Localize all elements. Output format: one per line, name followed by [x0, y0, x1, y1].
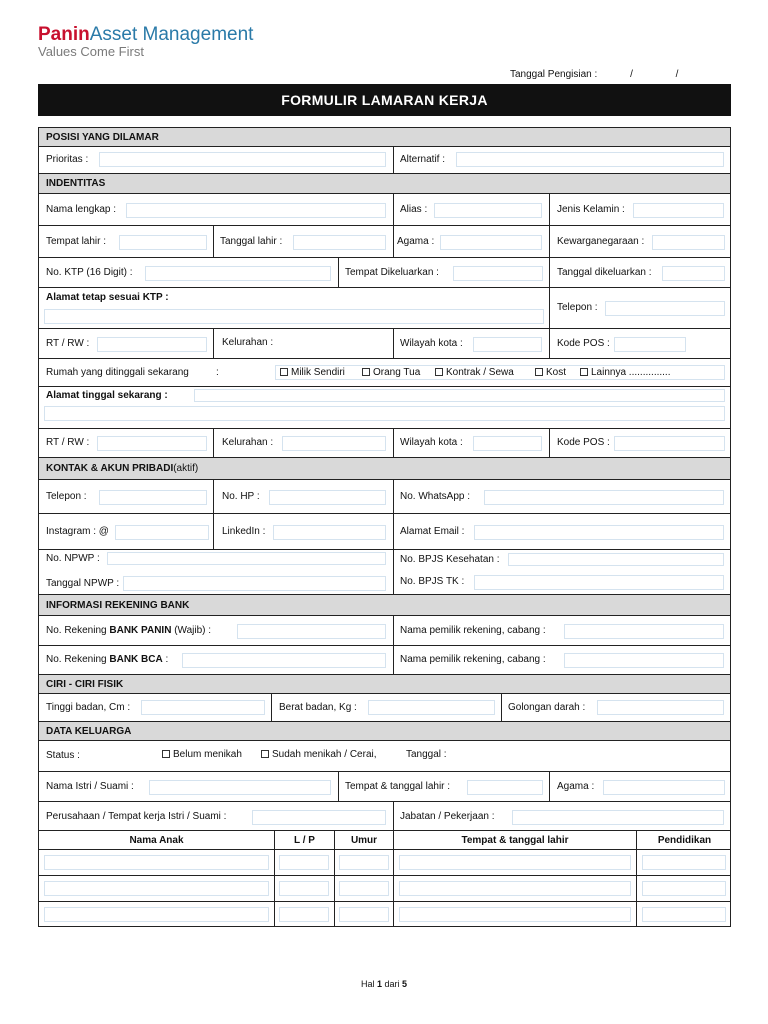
cell: [39, 288, 550, 328]
cell: [550, 329, 732, 358]
cell: [214, 329, 394, 358]
cell: [550, 772, 732, 801]
pemilik-bca-field[interactable]: [564, 653, 724, 668]
cell: [550, 226, 732, 257]
label-pemilik: Nama pemilik rekening, cabang :: [400, 625, 546, 636]
rt-rw-field[interactable]: [97, 436, 207, 451]
cell: [394, 850, 637, 875]
label-alamat-ktp: Alamat tetap sesuai KTP :: [46, 292, 169, 303]
header-pendidikan: Pendidikan: [657, 834, 712, 846]
whatsapp-field[interactable]: [484, 490, 724, 505]
label-rek-panin: [46, 625, 211, 636]
section-identitas: [38, 174, 731, 194]
label-golongan: Golongan darah :: [508, 702, 586, 713]
jenis-kelamin-field[interactable]: [633, 203, 724, 218]
pemilik-panin-field[interactable]: [564, 624, 724, 639]
cell: [394, 194, 550, 225]
label-bank: BANK BCA: [109, 654, 163, 665]
label-ktp: No. KTP (16 Digit) :: [46, 267, 133, 278]
label-rek-bca: [46, 654, 168, 665]
section-rekening: [38, 595, 731, 616]
cell: [502, 694, 732, 721]
label-agama: Agama :: [397, 236, 435, 247]
nama-anak-field[interactable]: [44, 907, 269, 922]
cell: [394, 226, 550, 257]
cell: [39, 550, 394, 594]
label-perusahaan: Perusahaan / Tempat kerja Istri / Suami :: [46, 811, 227, 822]
jabatan-field[interactable]: [512, 810, 724, 825]
tanggal-lahir-field[interactable]: [293, 235, 386, 250]
status-option[interactable]: [162, 749, 242, 760]
section-posisi: [38, 127, 731, 147]
footer-prefix: Hal: [360, 979, 377, 989]
alamat-sekarang-field-2[interactable]: [44, 406, 725, 421]
cell: [39, 329, 214, 358]
label-tempat-dikeluarkan: Tempat Dikeluarkan :: [345, 267, 439, 278]
checkbox-icon: [261, 750, 269, 758]
row-rumah: [38, 359, 731, 387]
label-alamat-sekarang: Alamat tinggal sekarang :: [46, 390, 168, 401]
table-row: [38, 902, 731, 927]
cell: [394, 616, 732, 645]
cell: [335, 902, 394, 926]
cell: [394, 480, 732, 513]
header-nama-anak: Nama Anak: [39, 831, 275, 849]
section-title: CIRI - CIRI FISIK: [46, 678, 124, 690]
fill-date-label: Tanggal Pengisian :: [510, 69, 598, 80]
row-pasangan: [38, 772, 731, 802]
label-istri-suami: Nama Istri / Suami :: [46, 781, 134, 792]
alamat-sekarang-field-1[interactable]: [194, 389, 725, 402]
alamat-ktp-field[interactable]: [44, 309, 544, 324]
pendidikan-field[interactable]: [642, 855, 726, 870]
cell: [394, 646, 732, 674]
cell: [550, 258, 732, 287]
label-rumah: Rumah yang ditinggali sekarang: [46, 367, 189, 378]
label-jenis-kelamin: Jenis Kelamin :: [557, 204, 625, 215]
kode-pos-field[interactable]: [614, 337, 686, 352]
label-instagram: Instagram : @: [46, 526, 109, 537]
bpjs-kesehatan-field[interactable]: [508, 553, 724, 566]
section-keluarga: [38, 722, 731, 741]
cell: [394, 147, 732, 173]
label-rt-rw: RT / RW :: [46, 437, 90, 448]
label-linkedin: LinkedIn :: [222, 526, 266, 537]
tgl-npwp-field[interactable]: [123, 576, 386, 591]
cell: [39, 480, 214, 513]
label-wilayah-kota: Wilayah kota :: [400, 437, 463, 448]
row-telepon: [38, 480, 731, 514]
agama-pasangan-field[interactable]: [603, 780, 725, 795]
label-tanggal-lahir: Tanggal lahir :: [220, 236, 283, 247]
option-label: Sudah menikah / Cerai,: [272, 749, 377, 760]
cell: [335, 876, 394, 901]
cell: [335, 850, 394, 875]
checkbox-icon: [535, 368, 543, 376]
row-nama: [38, 194, 731, 226]
kewarganegaraan-field[interactable]: [652, 235, 725, 250]
label-status: Status :: [46, 750, 80, 761]
cell: [275, 902, 335, 926]
agama-field[interactable]: [440, 235, 542, 250]
nama-lengkap-field[interactable]: [126, 203, 386, 218]
cell: [39, 694, 272, 721]
label-email: Alamat Email :: [400, 526, 465, 537]
label-wilayah-kota: Wilayah kota :: [400, 338, 463, 349]
form-title: FORMULIR LAMARAN KERJA: [38, 84, 731, 116]
cell: [637, 850, 732, 875]
row-rt-ktp: [38, 329, 731, 359]
telepon-rumah-field[interactable]: [605, 301, 725, 316]
cell: [39, 258, 339, 287]
label-alias: Alias :: [400, 204, 428, 215]
cell: [39, 147, 394, 173]
header-lp: L / P: [275, 831, 335, 849]
label-part: No. Rekening: [46, 625, 110, 636]
option-label: Belum menikah: [173, 749, 242, 760]
nama-anak-field[interactable]: [44, 881, 269, 896]
row-status: [38, 741, 731, 772]
label-part: (Wajib) :: [171, 625, 212, 636]
linkedin-field[interactable]: [273, 525, 386, 540]
bpjs-tk-field[interactable]: [474, 575, 724, 590]
label-no-whatsapp: No. WhatsApp :: [400, 491, 471, 502]
section-note: (aktif): [173, 463, 199, 474]
section-kontak: [38, 458, 731, 480]
label-agama: Agama :: [557, 781, 595, 792]
tinggi-field[interactable]: [141, 700, 265, 715]
label-no-hp: No. HP :: [222, 491, 260, 502]
rt-rw-field[interactable]: [97, 337, 207, 352]
cell: [275, 850, 335, 875]
cell: [39, 876, 275, 901]
header-ttl: Tempat & tanggal lahir: [394, 831, 637, 849]
row-rek-bca: [38, 646, 731, 675]
cell: [39, 646, 394, 674]
table-row: [38, 876, 731, 902]
cell: [39, 194, 394, 225]
alias-field[interactable]: [434, 203, 542, 218]
row-fisik: [38, 694, 731, 722]
label-bpjs-tk: No. BPJS TK :: [400, 576, 465, 587]
row-perusahaan: [38, 802, 731, 831]
rumah-option[interactable]: [280, 367, 345, 378]
tempat-dikeluarkan-field[interactable]: [453, 266, 543, 281]
rumah-option[interactable]: [535, 367, 566, 378]
label-tgl-npwp: Tanggal NPWP :: [46, 578, 120, 589]
cell: [550, 194, 732, 225]
cell: [394, 802, 732, 830]
cell: [214, 226, 394, 257]
wilayah-kota-field[interactable]: [473, 436, 542, 451]
date-separator: /: [630, 69, 633, 80]
cell: [214, 429, 394, 457]
cell: [39, 616, 394, 645]
label-rumah-colon: :: [216, 367, 219, 378]
cell: [39, 850, 275, 875]
children-table-header: [38, 831, 731, 850]
kode-pos-field[interactable]: [614, 436, 725, 451]
cell: [275, 876, 335, 901]
cell: [39, 902, 275, 926]
cell: [214, 514, 394, 549]
label-kewarganegaraan: Kewarganegaraan :: [557, 236, 645, 247]
pendidikan-field[interactable]: [642, 907, 726, 922]
cell: [637, 876, 732, 901]
telepon-field[interactable]: [99, 490, 207, 505]
option-label: Lainnya ...............: [591, 367, 671, 378]
logo-brand-blue: Asset Management: [89, 24, 254, 45]
cell: [39, 514, 214, 549]
row-alamat-ktp: [38, 288, 731, 329]
cell: [272, 694, 502, 721]
section-title: INFORMASI REKENING BANK: [46, 599, 190, 611]
label-ttl: Tempat & tanggal lahir :: [345, 781, 451, 792]
label-npwp: No. NPWP :: [46, 553, 100, 564]
cell: [39, 802, 394, 830]
checkbox-icon: [435, 368, 443, 376]
ttl-anak-field[interactable]: [399, 907, 631, 922]
label-alternatif: Alternatif :: [400, 154, 446, 165]
option-label: Orang Tua: [373, 367, 421, 378]
checkbox-icon: [280, 368, 288, 376]
section-title: DATA KELUARGA: [46, 725, 132, 737]
label-kode-pos: Kode POS :: [557, 338, 610, 349]
footer-mid: dari: [382, 979, 403, 989]
cell: [394, 329, 550, 358]
row-npwp: [38, 550, 731, 595]
cell: [39, 429, 214, 457]
cell: [214, 480, 394, 513]
row-rt-sekarang: [38, 429, 731, 458]
alternatif-field[interactable]: [456, 152, 724, 167]
rek-bca-field[interactable]: [182, 653, 386, 668]
istri-suami-field[interactable]: [149, 780, 331, 795]
label-berat: Berat badan, Kg :: [279, 702, 357, 713]
option-label: Milik Sendiri: [291, 367, 345, 378]
label-part: :: [162, 654, 169, 665]
label-bank: BANK PANIN: [109, 625, 172, 636]
perusahaan-field[interactable]: [252, 810, 386, 825]
label-tinggi: Tinggi badan, Cm :: [46, 702, 131, 713]
instagram-field[interactable]: [115, 525, 209, 540]
berat-field[interactable]: [368, 700, 495, 715]
option-label: Kontrak / Sewa: [446, 367, 514, 378]
label-jabatan: Jabatan / Pekerjaan :: [400, 811, 495, 822]
cell: [394, 514, 732, 549]
status-option[interactable]: [261, 749, 377, 760]
logo-brand-red: Panin: [38, 24, 90, 45]
label-nama-lengkap: Nama lengkap :: [46, 204, 117, 215]
cell: [394, 550, 732, 594]
cell: [550, 429, 732, 457]
row-rek-panin: [38, 616, 731, 646]
label-bpjs-kesehatan: No. BPJS Kesehatan :: [400, 554, 500, 565]
cell: [394, 902, 637, 926]
wilayah-kota-field[interactable]: [473, 337, 542, 352]
label-part: No. Rekening: [46, 654, 110, 665]
row-sosmed: [38, 514, 731, 550]
cell: [39, 772, 339, 801]
lp-field[interactable]: [279, 855, 329, 870]
cell: [394, 876, 637, 901]
umur-field[interactable]: [339, 881, 389, 896]
ttl-anak-field[interactable]: [399, 881, 631, 896]
ttl-anak-field[interactable]: [399, 855, 631, 870]
rumah-option[interactable]: [362, 367, 420, 378]
section-title: POSISI YANG DILAMAR: [46, 131, 159, 143]
section-fisik: [38, 675, 731, 694]
label-telepon: Telepon :: [557, 302, 598, 313]
label-rt-rw: RT / RW :: [46, 338, 90, 349]
label-tanggal: Tanggal :: [406, 749, 447, 760]
nama-anak-field[interactable]: [44, 855, 269, 870]
cell: [550, 288, 732, 328]
tanggal-dikeluarkan-field[interactable]: [662, 266, 725, 281]
row-posisi: [38, 147, 731, 174]
logo-tagline: Values Come First: [38, 44, 144, 59]
company-logo: [38, 24, 253, 46]
golongan-field[interactable]: [597, 700, 724, 715]
rumah-option[interactable]: [435, 367, 514, 378]
footer-page: 1: [376, 979, 382, 989]
checkbox-icon: [580, 368, 588, 376]
section-title: INDENTITAS: [46, 178, 106, 189]
lp-field[interactable]: [279, 881, 329, 896]
rumah-option[interactable]: [580, 367, 670, 378]
cell: [39, 226, 214, 257]
row-alamat-sekarang: [38, 387, 731, 429]
checkbox-icon: [162, 750, 170, 758]
email-field[interactable]: [474, 525, 724, 540]
pendidikan-field[interactable]: [642, 881, 726, 896]
table-row: [38, 850, 731, 876]
footer-total: 5: [402, 979, 408, 989]
label-tanggal-dikeluarkan: Tanggal dikeluarkan :: [557, 267, 652, 278]
cell: [637, 902, 732, 926]
label-kelurahan: Kelurahan :: [222, 437, 274, 448]
tempat-lahir-field[interactable]: [119, 235, 207, 250]
umur-field[interactable]: [339, 855, 389, 870]
label-prioritas: Prioritas :: [46, 154, 89, 165]
option-label: Kost: [546, 367, 567, 378]
npwp-field[interactable]: [107, 552, 386, 565]
kelurahan-field[interactable]: [282, 436, 386, 451]
cell: [339, 258, 550, 287]
prioritas-field[interactable]: [99, 152, 386, 167]
date-separator: /: [675, 69, 679, 80]
label-telepon: Telepon :: [46, 491, 87, 502]
label-pemilik: Nama pemilik rekening, cabang :: [400, 654, 546, 665]
page-footer: [0, 979, 768, 989]
label-tempat-lahir: Tempat lahir :: [46, 236, 107, 247]
no-hp-field[interactable]: [269, 490, 386, 505]
section-title: KONTAK & AKUN PRIBADI: [46, 463, 174, 474]
label-kelurahan: Kelurahan :: [222, 337, 274, 348]
lp-field[interactable]: [279, 907, 329, 922]
row-ktp: [38, 258, 731, 288]
header-umur: Umur: [335, 831, 394, 849]
fill-date: [510, 69, 678, 80]
label-kode-pos: Kode POS :: [557, 437, 610, 448]
checkbox-icon: [362, 368, 370, 376]
umur-field[interactable]: [339, 907, 389, 922]
cell: [394, 429, 550, 457]
row-lahir: [38, 226, 731, 258]
ktp-field[interactable]: [145, 266, 331, 281]
cell: [339, 772, 550, 801]
rek-panin-field[interactable]: [237, 624, 386, 639]
ttl-pasangan-field[interactable]: [467, 780, 543, 795]
